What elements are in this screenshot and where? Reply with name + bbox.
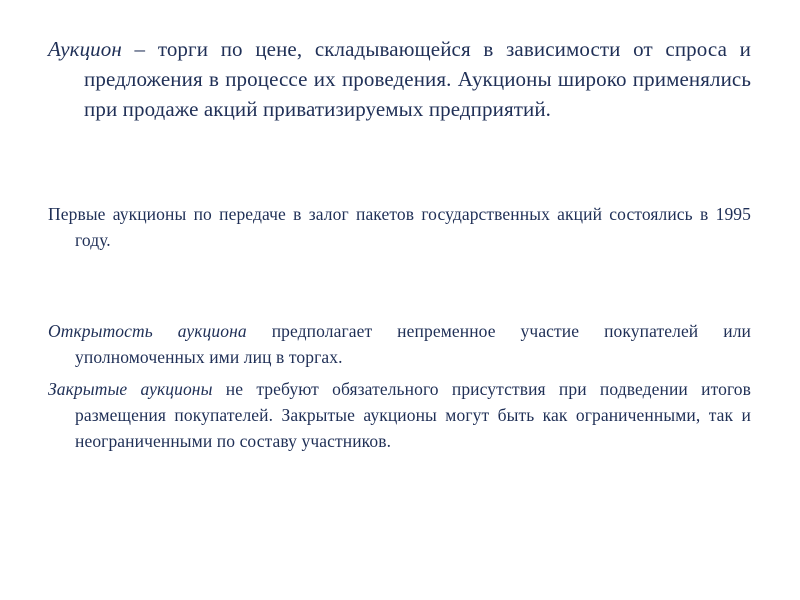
paragraph-auction-definition: [48, 34, 751, 124]
term-auction: Аукцион: [48, 37, 122, 61]
paragraph-open-auction: [48, 318, 751, 370]
closed-auctions-text: не требуют обязательного присутствия при подведении итогов размещения покупателей. Закрытые аукционы могут быть как ограниченными, так и неограниченными по составу участников.: [75, 379, 751, 451]
term-open-auction: Открытость аукциона: [48, 321, 247, 341]
paragraph-closed-auctions: [48, 376, 751, 454]
auction-definition-text: – торги по цене, складывающейся в зависимости от спроса и предложения в процессе их проведения. Аукционы широко применялись при продаже акций приватизируемых предприятий.: [84, 37, 751, 121]
term-closed-auctions: Закрытые аукционы: [48, 379, 213, 399]
paragraph-first-auctions: [48, 201, 751, 253]
first-auctions-text: Первые аукционы по передаче в залог пакетов государственных акций состоялись в 1995 году.: [48, 204, 751, 250]
open-auction-text: предполагает непременное участие покупателей или уполномоченных ими лиц в торгах.: [75, 321, 752, 367]
